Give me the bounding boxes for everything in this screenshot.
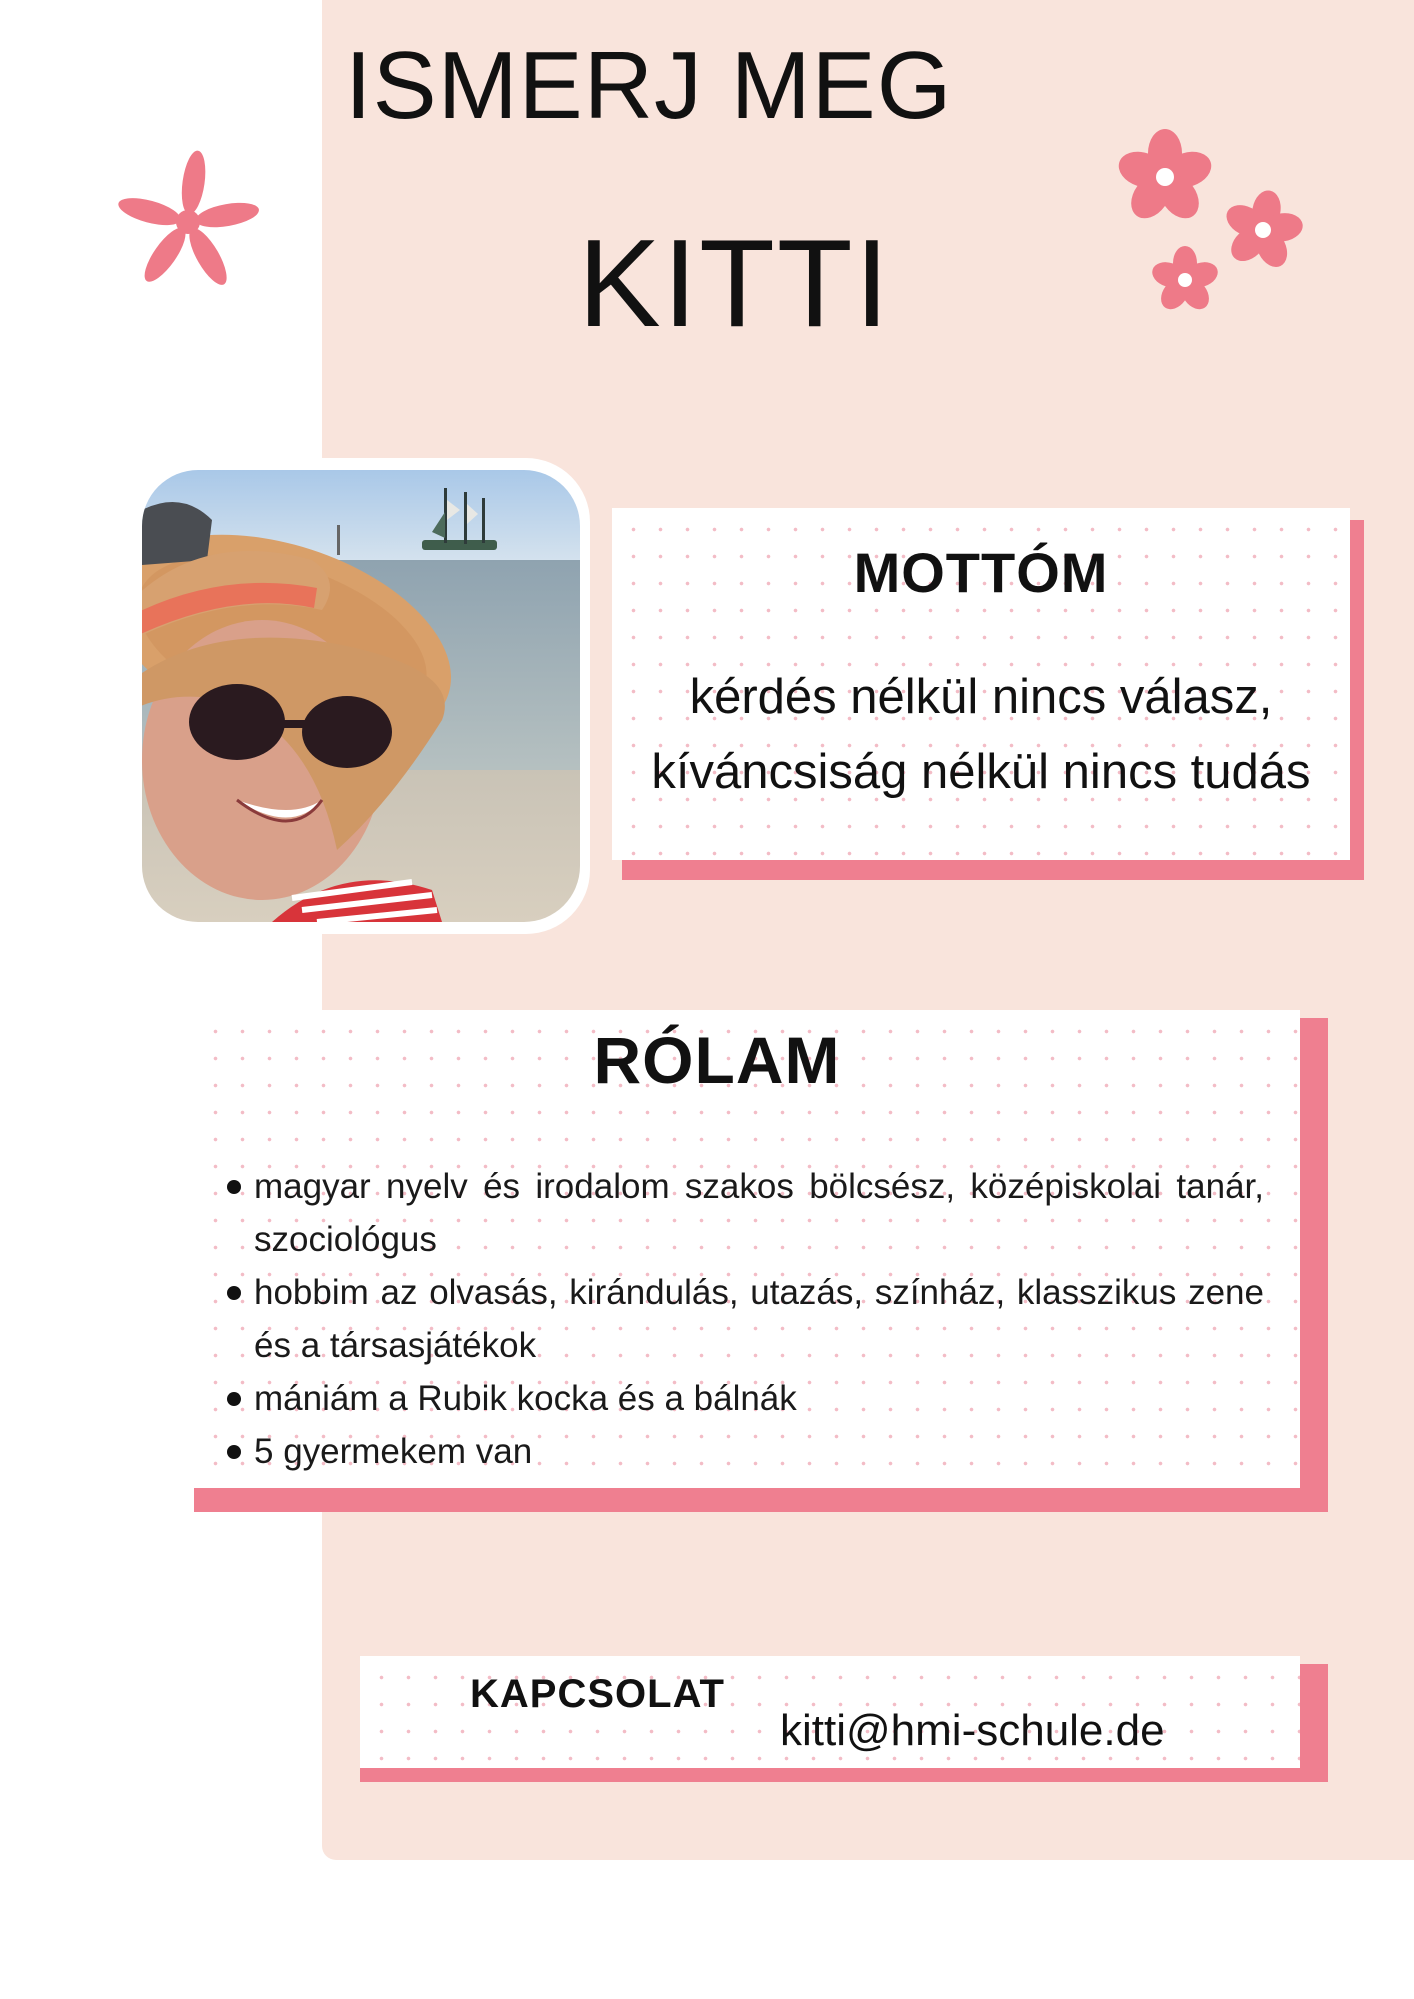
- list-item: [254, 1160, 1264, 1266]
- about-card: [194, 1010, 1328, 1512]
- motto-title: MOTTÓM: [853, 541, 1109, 604]
- contact-title: KAPCSOLAT: [470, 1672, 725, 1716]
- list-item-text: hobbim az olvasás, kirándulás, utazás, színház, klasszikus zene és a társasjátékok: [254, 1273, 1264, 1365]
- flower-icon: [1218, 188, 1308, 273]
- list-item-text: magyar nyelv és irodalom szakos bölcsész, középiskolai tanár, szociológus: [254, 1167, 1264, 1259]
- motto-card: [612, 508, 1364, 880]
- list-item: [254, 1425, 1264, 1478]
- flower-icon: [1110, 125, 1220, 225]
- bullet-icon: [227, 1445, 241, 1459]
- page-title-name: KITTI: [578, 215, 892, 353]
- contact-card: [360, 1656, 1328, 1782]
- list-item-text: 5 gyermekem van: [254, 1432, 533, 1471]
- about-title: RÓLAM: [593, 1023, 841, 1097]
- bullet-icon: [227, 1180, 241, 1194]
- asterisk-flower-icon: [108, 150, 268, 295]
- list-item-text: mániám a Rubik kocka és a bálnák: [254, 1379, 797, 1418]
- profile-photo: [142, 470, 580, 922]
- motto-line: kérdés nélkül nincs válasz,: [689, 670, 1273, 724]
- flower-icon: [1148, 244, 1223, 316]
- contact-email-link[interactable]: kitti@hmi-schule.de: [780, 1706, 1165, 1755]
- bullet-icon: [227, 1392, 241, 1406]
- motto-line: kíváncsiság nélkül nincs tudás: [651, 745, 1311, 799]
- about-list: [254, 1160, 1264, 1478]
- page-title-prefix: ISMERJ MEG: [345, 32, 953, 139]
- bullet-icon: [227, 1286, 241, 1300]
- list-item: [254, 1266, 1264, 1372]
- motto-text: [612, 660, 1350, 810]
- list-item: [254, 1372, 1264, 1425]
